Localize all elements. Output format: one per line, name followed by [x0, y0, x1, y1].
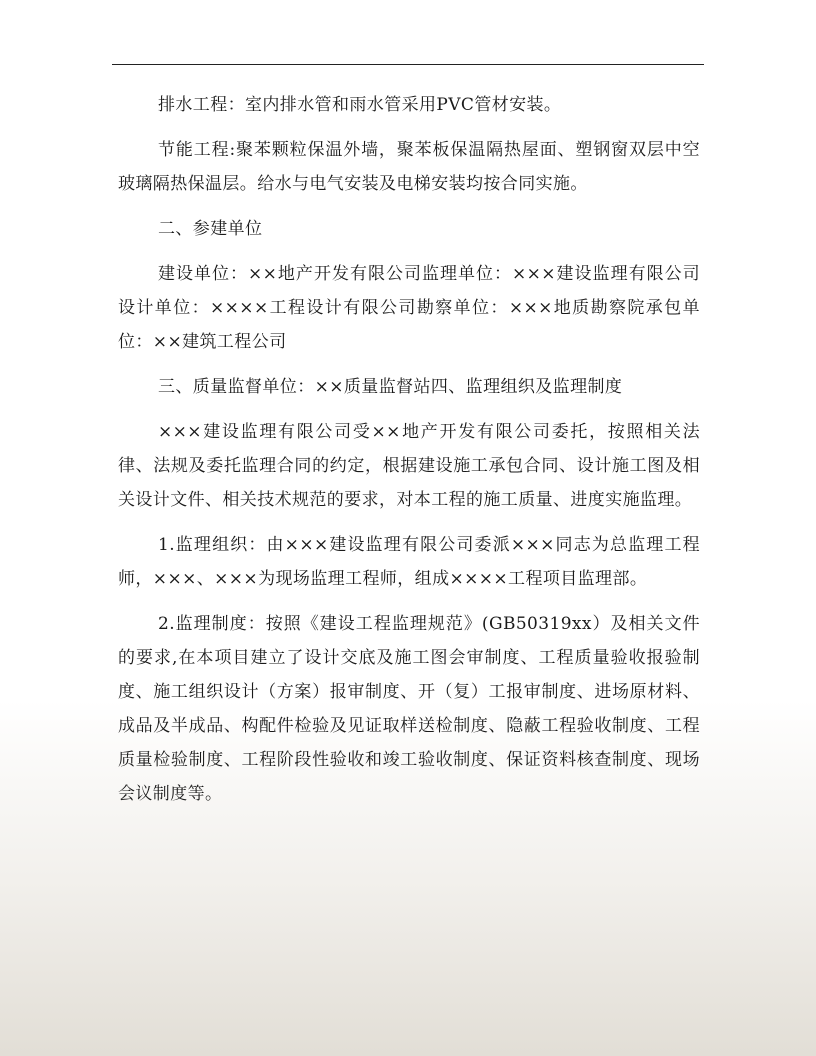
paragraph-supervision-system: 2.监理制度：按照《建设工程监理规范》(GB50319xx）及相关文件的要求,在本项目建立了设计交底及施工图会审制度、工程质量验收报验制度、施工组织设计（方案）报审制度、开（复）工报审制度、进场原材料、成品及半成品、构配件检验及见证取样送检制度、隐蔽工程验收制度、工程质量检验制度、工程阶段性验收和竣工验收制度、保证资料核查制度、现场会议制度等。	[118, 614, 700, 804]
paragraph-drainage: 排水工程：室内排水管和雨水管采用PVC管材安装。	[158, 95, 562, 115]
paragraph-supervision-organization: 1.监理组织：由×××建设监理有限公司委派×××同志为总监理工程师，×××、×××为现场监理工程师，组成××××工程项目监理部。	[118, 535, 700, 589]
section-heading-quality-supervision: 三、质量监督单位：××质量监督站四、监理组织及监理制度	[158, 377, 623, 397]
header-rule	[112, 64, 704, 65]
section-heading-participants: 二、参建单位	[158, 219, 263, 239]
document-body	[118, 88, 700, 822]
paragraph-energy-saving: 节能工程:聚苯颗粒保温外墙，聚苯板保温隔热屋面、塑钢窗双层中空玻璃隔热保温层。给水与电气安装及电梯安装均按合同实施。	[118, 140, 700, 194]
paragraph-supervision-mandate: ×××建设监理有限公司受××地产开发有限公司委托，按照相关法律、法规及委托监理合同的约定，根据建设施工承包合同、设计施工图及相关设计文件、相关技术规范的要求，对本工程的施工质量、进度实施监理。	[118, 422, 700, 510]
paragraph-participating-units: 建设单位：××地产开发有限公司监理单位：×××建设监理有限公司设计单位：××××工程设计有限公司勘察单位：×××地质勘察院承包单位：××建筑工程公司	[118, 264, 700, 352]
